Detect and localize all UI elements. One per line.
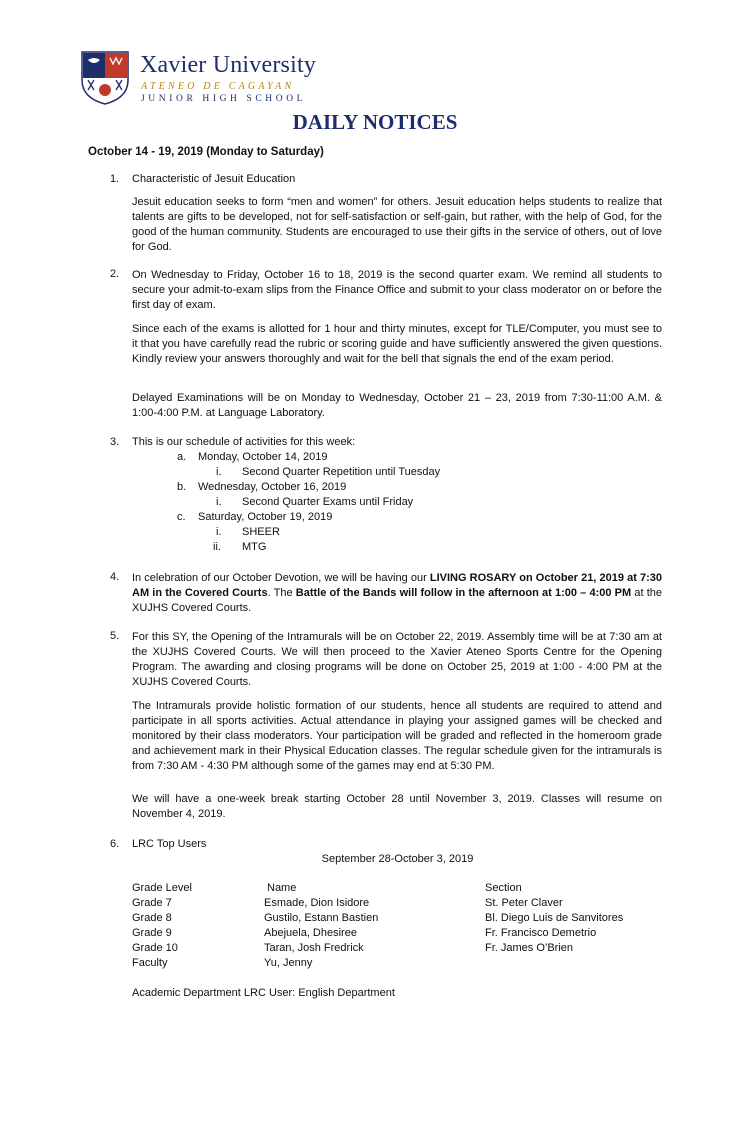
- university-seal-logo: [80, 50, 130, 106]
- table-cell: Esmade, Dion Isidore: [264, 897, 370, 909]
- schedule-day: Saturday, October 19, 2019: [198, 511, 333, 523]
- item-paragraph: Jesuit education seeks to form “men and women” for others. Jesuit education helps students to realize that talents are gifts to be developed, not for self-satisfaction or self-gain, but rather, with the help of God, for the good of the human community. Students are encouraged to use their gifts in the service of others, out of love for God.: [132, 196, 662, 253]
- item-paragraph: For this SY, the Opening of the Intramurals will be on October 22, 2019. Assembly time will be at 7:30 am at the XUJHS Covered Courts. We will then proceed to the Xavier Ateneo Sports Centre for the Opening Program. The awarding and closing programs will be done on October 25, 2019 at 1:00 - 4:00 PM at the XUJHS Covered Courts.: [132, 631, 662, 688]
- list-marker: c.: [177, 511, 186, 523]
- table-cell: Fr. James O’Brien: [485, 942, 574, 954]
- item-paragraph: The Intramurals provide holistic formation of our students, hence all students are required to attend and participate in all sports activities. Actual attendance in playing your assigned games will be checked and monitored by their class moderators. Your participation will be graded and reflected in the homeroom grade and achievement mark in their Physical Education classes. The regular schedule given for the intramurals is from 7:30 AM - 4:30 PM although some of the games may end at 5:30 PM.: [132, 700, 662, 772]
- emphasis-text: Battle of the Bands will follow in the afternoon at 1:00 – 4:00 PM: [295, 587, 632, 599]
- schedule-activity: Second Quarter Exams until Friday: [242, 496, 414, 508]
- university-name: Xavier University: [140, 52, 317, 78]
- table-cell: Faculty: [132, 957, 168, 969]
- schedule-activity: Second Quarter Repetition until Tuesday: [242, 466, 441, 478]
- item-title: Characteristic of Jesuit Education: [132, 173, 296, 185]
- table-cell: Bl. Diego Luis de Sanvitores: [485, 912, 624, 924]
- table-cell: Gustilo, Estann Bastien: [264, 912, 379, 924]
- emphasis-text: LIVING ROSARY on October 21, 2019 at 7:30 AM in the Covered Courts: [132, 572, 662, 599]
- table-cell: St. Peter Claver: [485, 897, 563, 909]
- schedule-activity: SHEER: [242, 526, 280, 538]
- list-marker: a.: [177, 451, 187, 463]
- item-title: LRC Top Users: [132, 838, 207, 850]
- list-marker: b.: [177, 481, 187, 493]
- item-intro: This is our schedule of activities for this week:: [132, 436, 356, 448]
- item-number: 2.: [110, 268, 120, 280]
- table-footer-note: Academic Department LRC User: English Department: [132, 987, 395, 999]
- schedule-day: Wednesday, October 16, 2019: [198, 481, 347, 493]
- table-cell: Grade 7: [132, 897, 172, 909]
- table-header-section: Section: [485, 882, 522, 894]
- item-number: 4.: [110, 571, 120, 583]
- item-number: 3.: [110, 436, 120, 448]
- table-cell: Abejuela, Dhesiree: [264, 927, 357, 939]
- school-unit-name: JUNIOR HIGH SCHOOL: [141, 94, 307, 104]
- list-marker: i.: [216, 466, 222, 478]
- table-cell: Grade 8: [132, 912, 172, 924]
- schedule-activity: MTG: [242, 541, 267, 553]
- item-paragraph: On Wednesday to Friday, October 16 to 18, 2019 is the second quarter exam. We remind all students to secure your admit-to-exam slips from the Finance Office and submit to your class moderator on or before the first day of exam.: [132, 269, 662, 311]
- table-cell: Grade 9: [132, 927, 172, 939]
- table-period: September 28-October 3, 2019: [321, 853, 474, 865]
- date-range: October 14 - 19, 2019 (Monday to Saturday): [88, 146, 324, 158]
- item-number: 5.: [110, 630, 120, 642]
- page-title: DAILY NOTICES: [292, 110, 458, 134]
- text-run: . The: [267, 587, 296, 599]
- item-paragraph: [132, 571, 662, 616]
- table-header-grade: Grade Level: [132, 882, 192, 894]
- item-paragraph: Since each of the exams is allotted for 1 hour and thirty minutes, except for TLE/Computer, you must see to it that you have carefully read the rubric or scoring guide and have sufficiently answered the given questions. Kindly review your answers thoroughly and wait for the bell that signals the end of the exam period.: [132, 323, 662, 365]
- text-run: In celebration of our October Devotion, we will be having our: [132, 572, 430, 584]
- university-subtitle: ATENEO DE CAGAYAN: [141, 81, 295, 92]
- list-marker: i.: [216, 526, 222, 538]
- item-paragraph: Delayed Examinations will be on Monday to Wednesday, October 21 – 23, 2019 from 7:30-11:00 A.M. & 1:00-4:00 P.M. at Language Laboratory.: [132, 392, 662, 419]
- list-marker: i.: [216, 496, 222, 508]
- schedule-day: Monday, October 14, 2019: [198, 451, 328, 463]
- text-run: at the XUJHS Covered Courts.: [132, 587, 663, 614]
- table-cell: Grade 10: [132, 942, 178, 954]
- table-header-name: Name: [267, 882, 297, 894]
- item-number: 1.: [110, 173, 120, 185]
- table-cell: Fr. Francisco Demetrio: [485, 927, 597, 939]
- item-paragraph: We will have a one-week break starting October 28 until November 3, 2019. Classes will resume on November 4, 2019.: [132, 793, 662, 820]
- item-number: 6.: [110, 838, 120, 850]
- table-cell: Yu, Jenny: [264, 957, 313, 969]
- table-cell: Taran, Josh Fredrick: [264, 942, 364, 954]
- list-marker: ii.: [213, 541, 221, 553]
